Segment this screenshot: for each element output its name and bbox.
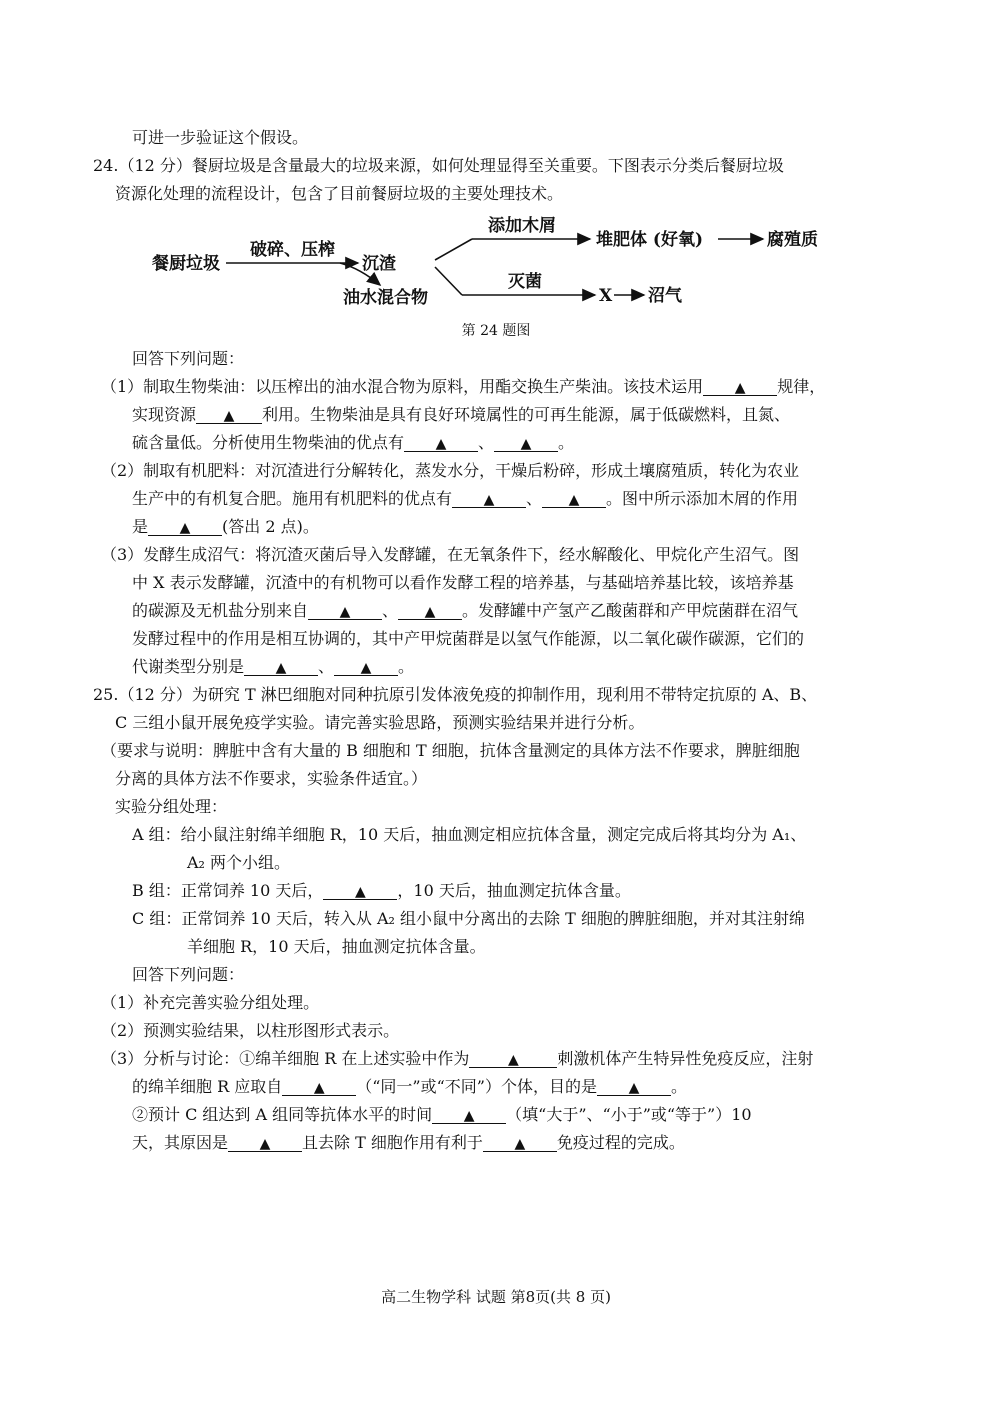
answer-blank[interactable]: ▲ [244,656,318,676]
q24-p3-line1: （3）发酵生成沼气：将沉渣灭菌后导入发酵罐，在无氧条件下，经水解酸化、甲烷化产生沼气。图 [101,545,800,564]
answer-blank[interactable]: ▲ [597,1076,671,1096]
node-compost: 堆肥体 (好氧) [596,230,704,250]
q25-p3-line2 [132,1076,687,1098]
q25-p1: （1）补充完善实验分组处理。 [101,993,320,1012]
q24-p3-line4: 发酵过程中的作用是相互协调的，其中产甲烷菌群是以氢气作能源，以二氧化碳作碳源，它们的 [132,629,805,648]
q25-p2: （2）预测实验结果，以柱形图形式表示。 [101,1021,400,1040]
q25-header-line2: C 三组小鼠开展免疫学实验。请完善实验思路，预测实验结果并进行分析。 [115,713,645,732]
q25-p3-text-f: ②预计 C 组达到 A 组同等抗体水平的时间 [132,1105,433,1124]
q24-p3-text-a: 的碳源及无机盐分别来自 [132,601,309,620]
answer-blank[interactable]: ▲ [452,488,526,508]
q24-flow-diagram [140,205,860,310]
q24-p3-text-b: 、 [382,601,399,620]
answer-blank[interactable]: ▲ [494,432,558,452]
q24-number: 24. [93,156,119,175]
branch-upper [435,239,472,260]
q24-p3-line2: 中 X 表示发酵罐，沉渣中的有机物可以看作发酵工程的培养基，与基础培养基比较，该培养基 [132,573,794,592]
q24-p1-text-a: （1）制取生物柴油：以压榨出的油水混合物为原料，用酯交换生产柴油。该技术运用 [101,377,704,396]
q25-p3-text-g: （填“大于”、“小于”或“等于”）10 [506,1105,752,1124]
q24-p3-line3 [132,600,798,622]
answer-blank[interactable]: ▲ [334,656,398,676]
q24-p3-line5 [132,656,414,678]
q24-p1-line2 [132,404,790,426]
node-kitchen-waste: 餐厨垃圾 [152,254,220,274]
node-oil-water: 油水混合物 [343,288,428,308]
q25-number: 25. [93,685,119,704]
q25-p3-text-d: （“同一”或“不同”）个体，目的是 [356,1077,597,1096]
q24-header-line2: 资源化处理的流程设计，包含了目前餐厨垃圾的主要处理技术。 [115,184,564,203]
answer-blank[interactable]: ▲ [323,880,397,900]
q24-p1-line3 [132,432,574,454]
node-humus: 腐殖质 [767,230,818,250]
q25-group-b-text-a: B 组：正常饲养 10 天后， [132,881,324,900]
label-add-sawdust: 添加木屑 [488,216,556,236]
q25-p3-text-c: 的绵羊细胞 R 应取自 [132,1077,283,1096]
q24-p2-line2 [132,488,798,510]
q25-grouping-title: 实验分组处理： [115,797,228,816]
answer-blank[interactable]: ▲ [148,516,222,536]
q24-p3-text-c: 。发酵罐中产氢产乙酸菌群和产甲烷菌群在沼气 [462,601,799,620]
q25-requirements-line2: 分离的具体方法不作要求，实验条件适宜。） [115,769,428,788]
node-biogas: 沼气 [648,286,682,306]
intro-tail: 可进一步验证这个假设。 [132,128,309,147]
q24-p1-text-b: 规律， [777,377,826,396]
answer-blank[interactable]: ▲ [308,600,382,620]
q24-p3-text-e: 、 [318,657,335,676]
branch-lower [435,267,462,295]
q24-p1-text-g: 。 [558,433,575,452]
node-x: X [599,286,613,306]
q25-group-a-line2: A₂ 两个小组。 [187,853,291,872]
q25-p3-line1 [101,1048,813,1070]
q25-group-b-text-b: ，10 天后，抽血测定抗体含量。 [397,881,631,900]
q24-p2-text-b: 、 [526,489,543,508]
q25-p3-text-a: （3）分析与讨论：①绵羊细胞 R 在上述实验中作为 [101,1049,470,1068]
q25-group-c-line2: 羊细胞 R，10 天后，抽血测定抗体含量。 [187,937,486,956]
q25-answer-prompt: 回答下列问题： [132,965,245,984]
q24-p1-text-c: 实现资源 [132,405,197,424]
answer-blank[interactable]: ▲ [483,1132,557,1152]
q24-p2-line3 [132,516,319,538]
q24-header-line1 [93,155,784,177]
q24-p3-text-d: 代谢类型分别是 [132,657,245,676]
answer-blank[interactable]: ▲ [469,1048,557,1068]
q24-p2-line1: （2）制取有机肥料：对沉渣进行分解转化，蒸发水分，干燥后粉碎，形成土壤腐殖质，转化为农业 [101,461,800,480]
q24-answer-prompt: 回答下列问题： [132,349,245,368]
q25-p3-line4 [132,1132,685,1154]
q24-p1-text-e: 硫含量低。分析使用生物柴油的优点有 [132,433,405,452]
q24-head-text1: （12 分）餐厨垃圾是含量最大的垃圾来源，如何处理显得至关重要。下图表示分类后餐厨垃圾 [118,156,784,175]
q25-p3-text-i: 且去除 T 细胞作用有利于 [302,1133,483,1152]
q24-p3-text-f: 。 [398,657,415,676]
q25-group-b [132,880,631,902]
q24-p1-text-d: 利用。生物柴油是具有良好环境属性的可再生能源，属于低碳燃料，且氮、 [262,405,791,424]
q24-p1-line1 [101,376,825,398]
answer-blank[interactable]: ▲ [398,600,462,620]
label-sterilize: 灭菌 [508,272,542,292]
q25-header-line1 [93,684,817,706]
q25-group-c-line1: C 组：正常饲养 10 天后，转入从 A₂ 组小鼠中分离出的去除 T 细胞的脾脏细胞，并对其注射绵 [132,909,805,928]
label-crush-press: 破碎、压榨 [250,240,335,260]
q24-p2-text-c: 。图中所示添加木屑的作用 [606,489,799,508]
q25-p3-text-b: 刺激机体产生特异性免疫反应，注射 [557,1049,814,1068]
answer-blank[interactable]: ▲ [282,1076,356,1096]
answer-blank[interactable]: ▲ [228,1132,302,1152]
q24-p2-text-e: (答出 2 点)。 [222,517,319,536]
answer-blank[interactable]: ▲ [196,404,262,424]
q24-p2-text-a: 生产中的有机复合肥。施用有机肥料的优点有 [132,489,453,508]
q25-group-a-line1: A 组：给小鼠注射绵羊细胞 R，10 天后，抽血测定相应抗体含量，测定完成后将其均分为 A₁、 [132,825,807,844]
answer-blank[interactable]: ▲ [542,488,606,508]
q24-figure-caption: 第 24 题图 [461,323,531,339]
q25-p3-text-j: 免疫过程的完成。 [556,1133,685,1152]
answer-blank[interactable]: ▲ [432,1104,506,1124]
q24-p2-text-d: 是 [132,517,149,536]
q25-requirements-line1: （要求与说明：脾脏中含有大量的 B 细胞和 T 细胞，抗体含量测定的具体方法不作要求，脾脏细胞 [101,741,800,760]
q25-head-text1: （12 分）为研究 T 淋巴细胞对同种抗原引发体液免疫的抑制作用，现利用不带特定抗原的 A、B、 [118,685,818,704]
q25-p3-text-e: 。 [670,1077,687,1096]
answer-blank[interactable]: ▲ [404,432,478,452]
q25-p3-line3 [132,1104,752,1126]
node-residue: 沉渣 [362,254,396,274]
page-footer: 高二生物学科 试题 第8页(共 8 页) [381,1288,611,1306]
answer-blank[interactable]: ▲ [703,376,777,396]
q24-p1-text-f: 、 [478,433,495,452]
q25-p3-text-h: 天，其原因是 [132,1133,229,1152]
